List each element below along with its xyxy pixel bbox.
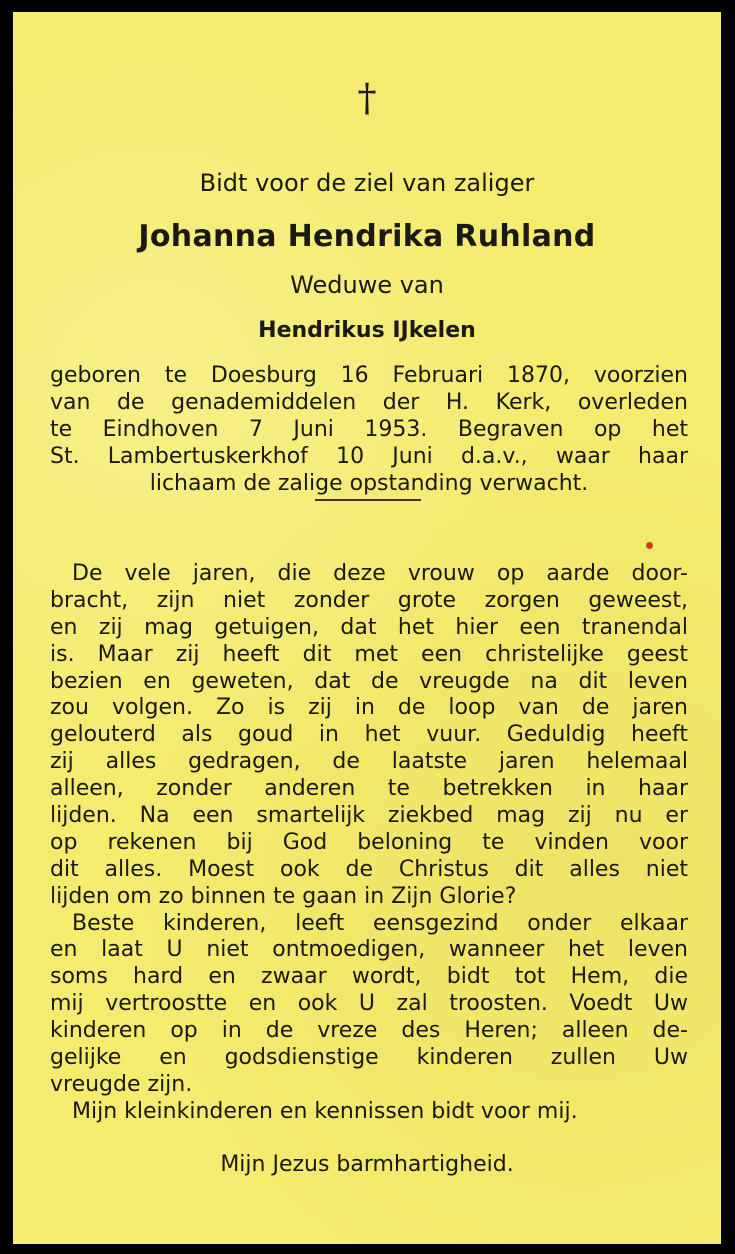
husband-name: Hendrikus IJkelen	[258, 318, 476, 343]
widow-of-text: Weduwe van	[290, 271, 444, 299]
bio-line: te Eindhoven 7 Juni 1953. Begraven op het	[50, 416, 688, 442]
text-line: bracht, zijn niet zonder grote zorgen geweest,	[50, 587, 688, 613]
text-line: zou volgen. Zo is zij in de loop van de jaren	[50, 695, 688, 721]
text-line: bezien en geweten, dat de vreugde na dit leven	[50, 668, 688, 694]
text-line: lijden. Na een smartelijk ziekbed mag zij nu er	[50, 803, 688, 829]
text-line: Beste kinderen, leeft eensgezind onder elkaar	[72, 910, 688, 936]
memorial-card	[13, 12, 721, 1244]
text-line: lijden om zo binnen te gaan in Zijn Glorie?	[50, 883, 517, 909]
text-line: kinderen op in de vreze des Heren; alleen de-	[50, 1018, 688, 1044]
ink-spot	[646, 542, 653, 549]
bio-line: van de genademiddelen der H. Kerk, overleden	[50, 389, 688, 415]
intro-text: Bidt voor de ziel van zaliger	[199, 169, 535, 197]
divider	[315, 499, 421, 501]
text-line: gelouterd als goud in het vuur. Geduldig heeft	[50, 722, 688, 748]
text-line: en laat U niet ontmoedigen, wanneer het leven	[50, 937, 688, 963]
bio-line: St. Lambertuskerkhof 10 Juni d.a.v., waar haar	[50, 443, 688, 469]
text-line: vreugde zijn.	[50, 1071, 193, 1097]
text-line: De vele jaren, die deze vrouw op aarde door-	[72, 561, 688, 586]
text-line: en zij mag getuigen, dat het hier een tranendal	[50, 614, 688, 640]
text-line: alleen, zonder anderen te betrekken in haar	[50, 776, 688, 802]
closing-prayer: Mijn Jezus barmhartigheid.	[220, 1152, 514, 1177]
text-line: op rekenen bij God beloning te vinden voor	[50, 829, 688, 855]
text-line: gelijke en godsdienstige kinderen zullen Uw	[50, 1045, 688, 1071]
text-line: zij alles gedragen, de laatste jaren helemaal	[50, 749, 688, 775]
text-line: mij vertroostte en ook U zal troosten. Voedt Uw	[50, 991, 688, 1017]
bio-line: lichaam de zalige opstanding verwacht.	[149, 470, 589, 496]
text-line: Mijn kleinkinderen en kennissen bidt voor mij.	[72, 1098, 578, 1124]
text-line: is. Maar zij heeft dit met een christelijke geest	[50, 641, 688, 667]
text-line: dit alles. Moest ook de Christus dit alles niet	[50, 856, 688, 882]
bio-line: geboren te Doesburg 16 Februari 1870, voorzien	[50, 363, 688, 388]
biography	[50, 363, 688, 497]
meditation-text	[50, 561, 688, 1126]
deceased-name: Johanna Hendrika Ruhland	[138, 219, 596, 254]
text-line: soms hard en zwaar wordt, bidt tot Hem, die	[50, 964, 688, 990]
cross-icon: †	[357, 76, 377, 120]
